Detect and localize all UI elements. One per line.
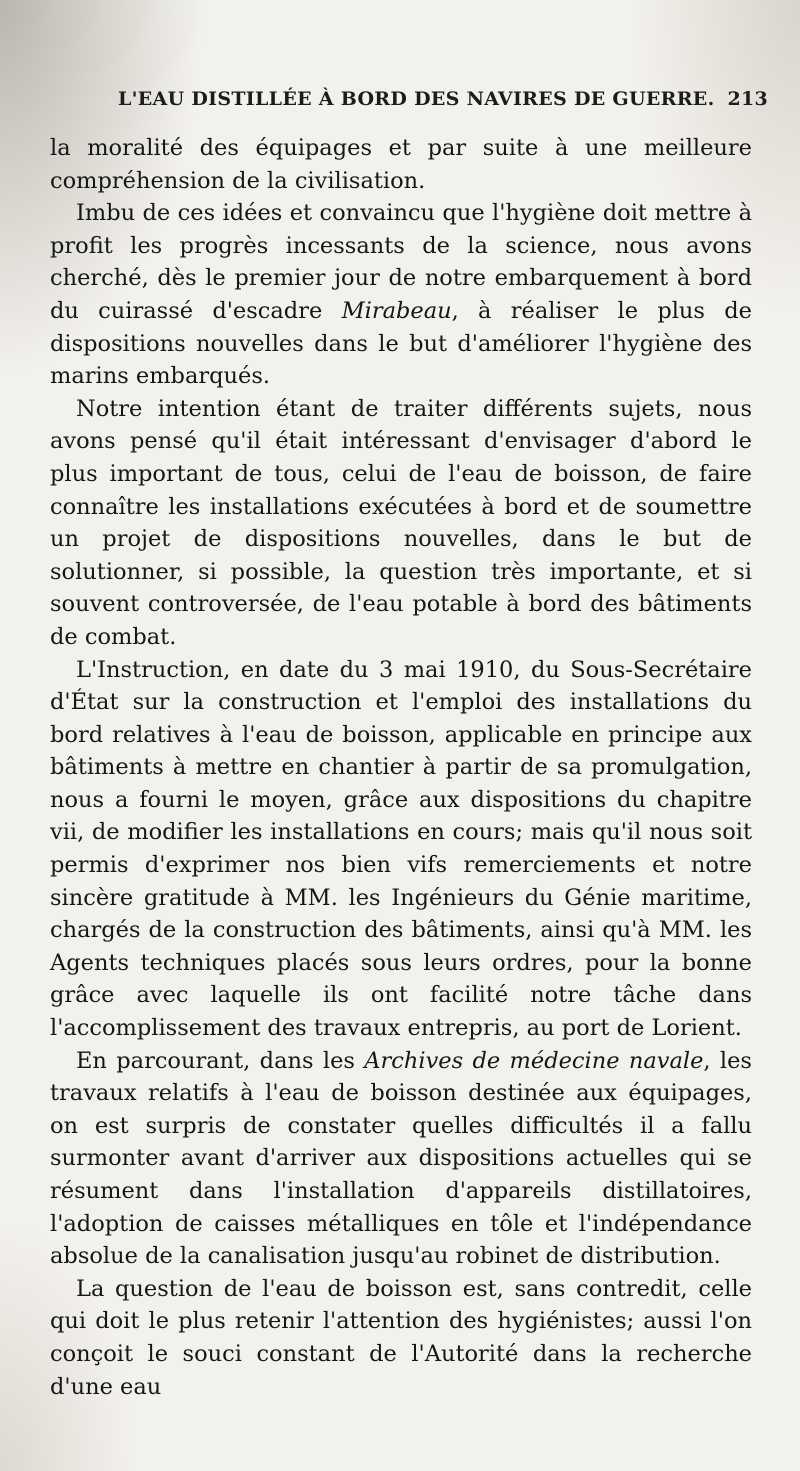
text-run: , à réaliser le plus de dispositions nouvelles dans le but d'améliorer l'hygiène des marins embarqués. xyxy=(50,297,752,390)
paragraph xyxy=(50,197,752,393)
body-text xyxy=(50,132,752,1403)
page-number: 213 xyxy=(727,88,768,110)
paragraph xyxy=(50,654,752,1045)
paragraph xyxy=(50,1045,752,1273)
running-head xyxy=(118,88,768,118)
paragraph xyxy=(50,393,752,654)
paragraph xyxy=(50,132,752,197)
text-run: la moralité des équipages et par suite à une meilleure compréhension de la civilisation. xyxy=(50,135,752,194)
running-title: L'EAU DISTILLÉE À BORD DES NAVIRES DE GUERRE. xyxy=(118,88,715,110)
paragraph xyxy=(50,1273,752,1403)
italic-title: Archives de médecine navale xyxy=(364,1047,704,1074)
text-run: Imbu de ces idées et convaincu que l'hygiène doit mettre à profit les progrès incessants de la science, nous avons cherché, dès le premier jour de notre embarquement à bord du cuirassé d'escadre xyxy=(50,200,752,324)
text-run: En parcourant, dans les xyxy=(76,1047,365,1074)
text-run: La question de l'eau de boisson est, sans contredit, celle qui doit le plus retenir l'attention des hygiénistes; aussi l'on conçoit le souci constant de l'Autorité dans la recherche d'une eau xyxy=(50,1275,752,1400)
text-run: Notre intention étant de traiter différents sujets, nous avons pensé qu'il était intéressant d'envisager d'abord le plus important de tous, celui de l'eau de boisson, de faire connaître les installations exécutées à bord et de soumettre un projet de dispositions nouvelles, dans le but de solutionner, si possible, la question très importante, et si souvent controversée, de l'eau potable à bord des bâtiments de combat. xyxy=(50,395,752,650)
text-run: , les travaux relatifs à l'eau de boisson destinée aux équipages, on est surpris de constater quelles difficultés il a fallu surmonter avant d'arriver aux dispositions actuelles qui se résument dans l'installation d'appareils distillatoires, l'adoption de caisses métalliques en tôle et l'indépendance absolue de la canalisation jusqu'au robinet de distribution. xyxy=(50,1047,752,1270)
italic-title: Mirabeau xyxy=(341,297,452,324)
text-run: L'Instruction, en date du 3 mai 1910, du Sous-Secrétaire d'État sur la construction et l'emploi des installations du bord relatives à l'eau de boisson, applicable en principe aux bâtiments à mettre en chantier à partir de sa promulgation, nous a fourni le moyen, grâce aux dispositions du chapitre vii, de modifier les installations en cours; mais qu'il nous soit permis d'exprimer nos bien vifs remerciements et notre sincère gratitude à MM. les Ingénieurs du Génie maritime, chargés de la construction des bâtiments, ainsi qu'à MM. les Agents techniques placés sous leurs ordres, pour la bonne grâce avec laquelle ils ont facilité notre tâche dans l'accomplissement des travaux entrepris, au port de Lorient. xyxy=(50,656,752,1042)
